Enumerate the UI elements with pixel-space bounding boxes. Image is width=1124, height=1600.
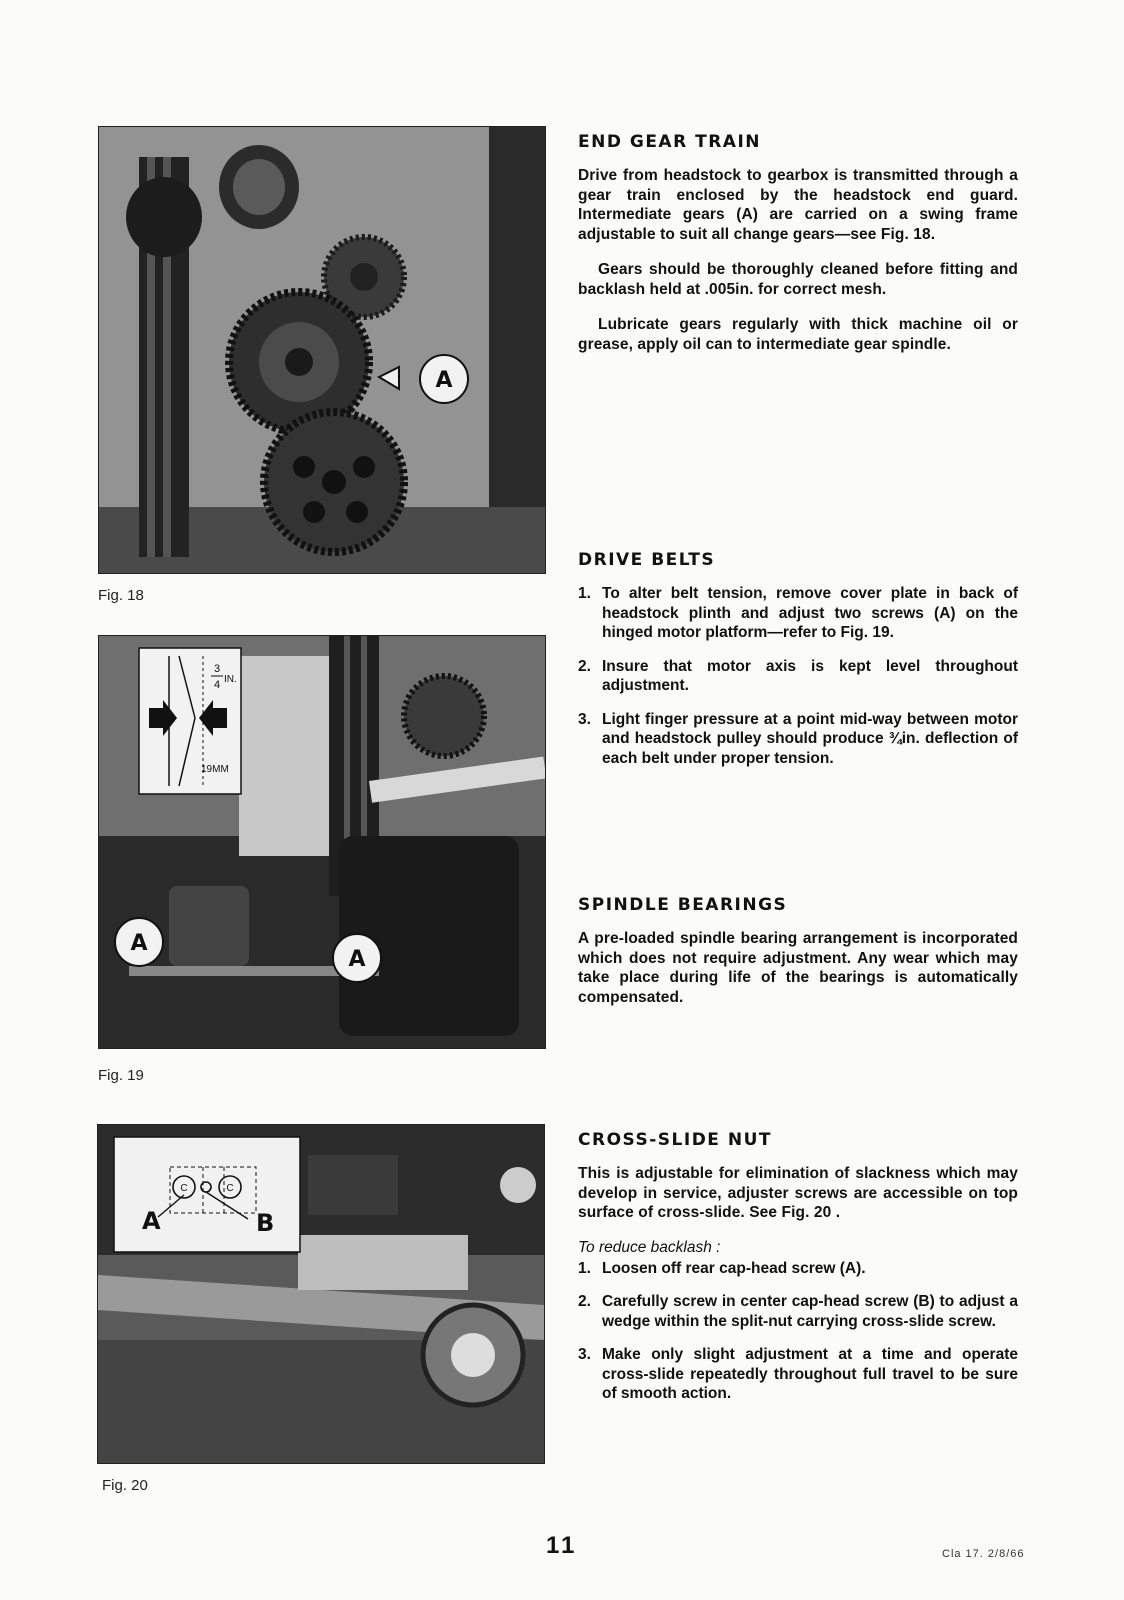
document-code: Cla 17. 2/8/66 bbox=[942, 1548, 1025, 1560]
list-item: 2. Insure that motor axis is kept level throughout adjustment. bbox=[578, 657, 1018, 694]
cross-slide-nut-heading: CROSS-SLIDE NUT bbox=[578, 1130, 772, 1150]
figure-19-inch-unit: IN. bbox=[224, 674, 237, 685]
figure-20-photo bbox=[97, 1124, 545, 1464]
spindle-bearings-paragraph: A pre-loaded spindle bearing arrangement is incorporated which does not require adjustment. Any wear which may take place during life of the bearings is automatically compensated. bbox=[578, 930, 1018, 1006]
cross-slide-nut-section bbox=[578, 1130, 1018, 1418]
figure-20-label-b: B bbox=[256, 1209, 275, 1237]
list-item: 2. Carefully screw in center cap-head screw (B) to adjust a wedge within the split-nut carrying cross-slide screw. bbox=[578, 1293, 1018, 1330]
figure-19-fraction-denominator: 4 bbox=[214, 679, 221, 691]
figure-20-screw-c-right: C bbox=[226, 1183, 234, 1194]
end-gear-train-paragraph-3: Lubricate gears regularly with thick machine oil or grease, apply oil can to intermediate gear spindle. bbox=[578, 316, 1018, 353]
list-item: 1. Loosen off rear cap-head screw (A). bbox=[578, 1259, 866, 1277]
figure-18-photo bbox=[98, 126, 546, 574]
list-item: 1. To alter belt tension, remove cover plate in back of headstock plinth and adjust two screws (A) on the hinged motor platform—refer to Fig. 19. bbox=[578, 585, 1018, 641]
figure-20-caption: Fig. 20 bbox=[102, 1477, 148, 1494]
figure-19-callout-a-right: A bbox=[348, 947, 366, 972]
end-gear-train-paragraph-2: Gears should be thoroughly cleaned before fitting and backlash held at .005in. for correct mesh. bbox=[578, 261, 1018, 298]
backlash-steps-list bbox=[578, 1259, 1018, 1404]
figure-19-photo bbox=[98, 635, 546, 1049]
spindle-bearings-section bbox=[578, 895, 1018, 1023]
figure-19-callout-a-left: A bbox=[130, 931, 148, 956]
end-gear-train-heading: END GEAR TRAIN bbox=[578, 132, 761, 152]
figure-20-illustration bbox=[98, 1125, 544, 1463]
spindle-bearings-heading: SPINDLE BEARINGS bbox=[578, 895, 788, 915]
figure-18-callout-a: A bbox=[435, 368, 453, 393]
drive-belts-list bbox=[578, 584, 1018, 768]
figure-20-screw-c-left: C bbox=[180, 1183, 188, 1194]
list-item: 3. Make only slight adjustment at a time and operate cross-slide repeatedly throughout full travel to be sure of smooth action. bbox=[578, 1346, 1018, 1402]
page-number: 11 bbox=[546, 1532, 578, 1559]
end-gear-train-section bbox=[578, 132, 1018, 370]
figure-20-label-a: A bbox=[142, 1207, 161, 1235]
drive-belts-heading: DRIVE BELTS bbox=[578, 550, 716, 570]
cross-slide-nut-paragraph: This is adjustable for elimination of slackness which may develop in service, adjuster screws are accessible on top surface of cross-slide. See Fig. 20 . bbox=[578, 1165, 1018, 1221]
figure-19-caption: Fig. 19 bbox=[98, 1067, 144, 1084]
backlash-subheading: To reduce backlash : bbox=[578, 1238, 721, 1256]
drive-belts-section bbox=[578, 550, 1018, 782]
end-gear-train-paragraph-1: Drive from headstock to gearbox is transmitted through a gear train enclosed by the headstock end guard. Intermediate gears (A) are carried on a swing frame adjustable to suit all change gears—see Fig. 18. bbox=[578, 167, 1018, 243]
figure-18-caption: Fig. 18 bbox=[98, 587, 144, 604]
figure-19-illustration bbox=[99, 636, 545, 1048]
figure-19-fraction-numerator: 3 bbox=[214, 663, 221, 675]
list-item: 3. Light finger pressure at a point mid-way between motor and headstock pulley should produce ¾in. deflection of each belt under proper tension. bbox=[578, 710, 1018, 767]
figure-18-illustration bbox=[99, 127, 545, 573]
figure-19-mm-label: 19MM bbox=[201, 764, 229, 775]
